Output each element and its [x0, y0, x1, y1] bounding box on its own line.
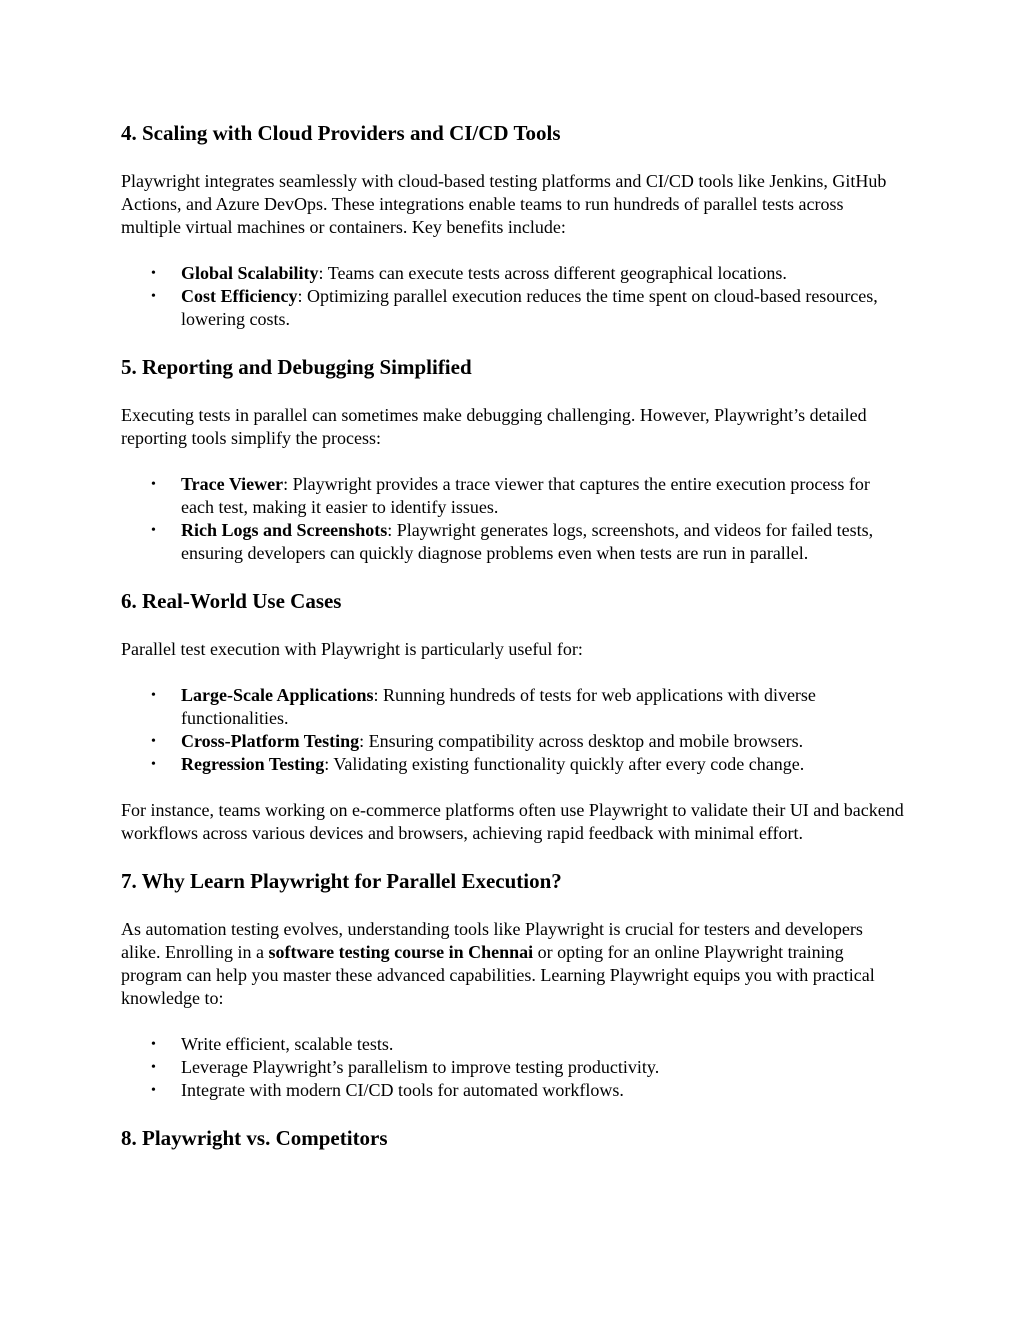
list-item-text: : Playwright generates logs, screenshots, and videos for failed tests, ensuring developers can quickly diagnose problems even when tests are run in parallel. — [181, 520, 874, 563]
bullet-icon: • — [151, 523, 156, 538]
section-paragraph: Playwright integrates seamlessly with cloud-based testing platforms and CI/CD tools like Jenkins, GitHub Actions, and Azure DevOps. These integrations enable teams to run hundreds of parallel tests across multiple virtual machines or containers. Key benefits include: — [121, 171, 887, 237]
list-item — [121, 262, 904, 285]
section-paragraph — [121, 918, 904, 1010]
list-item — [121, 730, 904, 753]
list-item-text: : Ensuring compatibility across desktop and mobile browsers. — [359, 731, 804, 751]
section-heading: 4. Scaling with Cloud Providers and CI/CD Tools — [121, 121, 561, 145]
list-item-text: Leverage Playwright’s parallelism to improve testing productivity. — [181, 1057, 660, 1077]
list-item-term: Large-Scale Applications — [181, 685, 374, 705]
bullet-icon: • — [151, 1083, 156, 1098]
list-item — [121, 753, 904, 776]
list-item-term: Trace Viewer — [181, 474, 284, 494]
section-heading: 6. Real-World Use Cases — [121, 589, 342, 613]
list-item-term: Rich Logs and Screenshots — [181, 520, 388, 540]
bullet-list — [121, 684, 904, 776]
list-item — [121, 684, 904, 730]
paragraph-text: or opting for an online Playwright training program can help you master these advanced capabilities. Learning Playwright equips you with practical knowledge to: — [121, 942, 875, 1008]
list-item — [121, 519, 904, 565]
list-item-text: Write efficient, scalable tests. — [181, 1034, 394, 1054]
section-paragraph: For instance, teams working on e-commerce platforms often use Playwright to validate their UI and backend workflows across various devices and browsers, achieving rapid feedback with minimal effort. — [121, 800, 904, 843]
list-item-text: : Optimizing parallel execution reduces the time spent on cloud-based resources, lowering costs. — [181, 286, 878, 329]
bullet-icon: • — [151, 266, 156, 281]
bullet-list — [121, 473, 904, 565]
bullet-icon: • — [151, 477, 156, 492]
section-heading: 7. Why Learn Playwright for Parallel Execution? — [121, 869, 562, 893]
section-heading: 8. Playwright vs. Competitors — [121, 1126, 388, 1150]
list-item-text: : Validating existing functionality quickly after every code change. — [324, 754, 805, 774]
list-item — [121, 1033, 904, 1056]
list-item-term: Global Scalability — [181, 263, 319, 283]
bullet-list — [121, 262, 904, 331]
list-item-term: Cross-Platform Testing — [181, 731, 360, 751]
bullet-icon: • — [151, 1060, 156, 1075]
list-item-text: : Teams can execute tests across different geographical locations. — [318, 263, 787, 283]
bullet-icon: • — [151, 1037, 156, 1052]
course-name-emphasis: software testing course in Chennai — [268, 942, 534, 962]
list-item-term: Cost Efficiency — [181, 286, 298, 306]
list-item-text: Integrate with modern CI/CD tools for automated workflows. — [181, 1080, 624, 1100]
list-item — [121, 1079, 904, 1102]
section-heading: 5. Reporting and Debugging Simplified — [121, 355, 472, 379]
bullet-icon: • — [151, 734, 156, 749]
bullet-icon: • — [151, 688, 156, 703]
list-item-text: : Playwright provides a trace viewer that captures the entire execution process for each test, making it easier to identify issues. — [181, 474, 870, 517]
bullet-icon: • — [151, 757, 156, 772]
section-paragraph: Parallel test execution with Playwright is particularly useful for: — [121, 639, 583, 659]
list-item-text: : Running hundreds of tests for web applications with diverse functionalities. — [181, 685, 816, 728]
section-paragraph: Executing tests in parallel can sometimes make debugging challenging. However, Playwright’s detailed reporting tools simplify the process: — [121, 405, 867, 448]
bullet-list — [121, 1033, 904, 1102]
paragraph-text: As automation testing evolves, understanding tools like Playwright is crucial for testers and developers alike. Enrolling in a — [121, 919, 863, 962]
list-item-term: Regression Testing — [181, 754, 325, 774]
list-item — [121, 285, 904, 331]
list-item — [121, 1056, 904, 1079]
list-item — [121, 473, 904, 519]
bullet-icon: • — [151, 289, 156, 304]
